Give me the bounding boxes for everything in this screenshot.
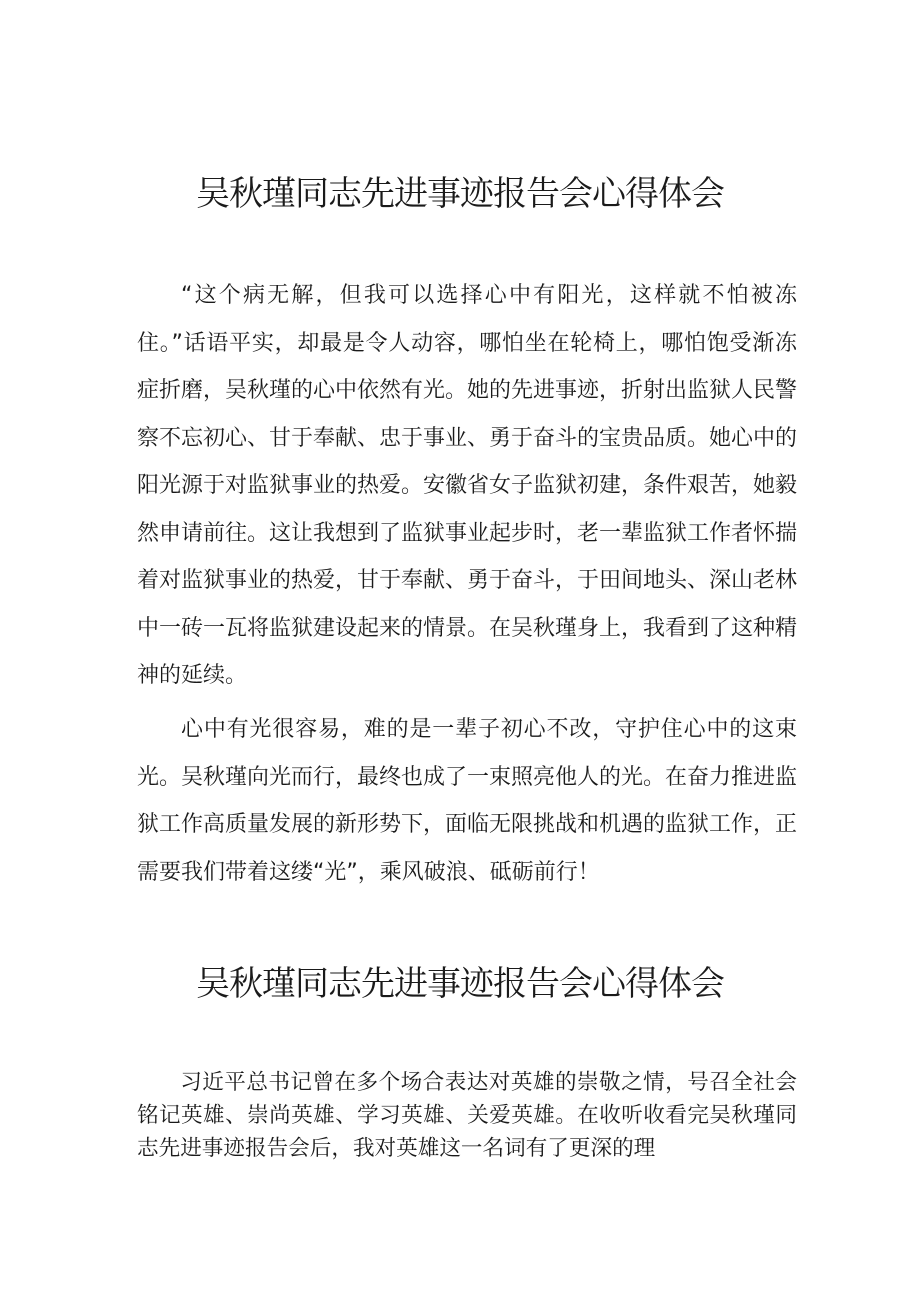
article-title: 吴秋瑾同志先进事迹报告会心得体会	[196, 964, 724, 1004]
paragraph: 心中有光很容易，难的是一辈子初心不改，守护住心中的这束光。吴秋瑾向光而行，最终也成了一束照亮他人的光。在奋力推进监狱工作高质量发展的新形势下，面临无限挑战和机遇的监狱工作，正需要我们带着这缕“光”，乘风破浪、砥砺前行！	[137, 717, 798, 885]
article-body	[137, 1066, 797, 1165]
article-title: 吴秋瑾同志先进事迹报告会心得体会	[196, 174, 724, 214]
paragraph: 习近平总书记曾在多个场合表达对英雄的崇敬之情，号召全社会铭记英雄、崇尚英雄、学习英雄、关爱英雄。在收听收看完吴秋瑾同志先进事迹报告会后，我对英雄这一名词有了更深的理	[137, 1070, 797, 1161]
paragraph: “这个病无解，但我可以选择心中有阳光，这样就不怕被冻住。”话语平实，却最是令人动容，哪怕坐在轮椅上，哪怕饱受渐冻症折磨，吴秋瑾的心中依然有光。她的先进事迹，折射出监狱人民警察不忘初心、甘于奉献、忠于事业、勇于奋斗的宝贵品质。她心中的阳光源于对监狱事业的热爱。安徽省女子监狱初建，条件艰苦，她毅然申请前往。这让我想到了监狱事业起步时，老一辈监狱工作者怀揣着对监狱事业的热爱，甘于奉献、勇于奋斗，于田间地头、深山老林中一砖一瓦将监狱建设起来的情景。在吴秋瑾身上，我看到了这种精神的延续。	[137, 283, 798, 688]
article-body	[137, 706, 797, 896]
article-body	[137, 272, 797, 700]
